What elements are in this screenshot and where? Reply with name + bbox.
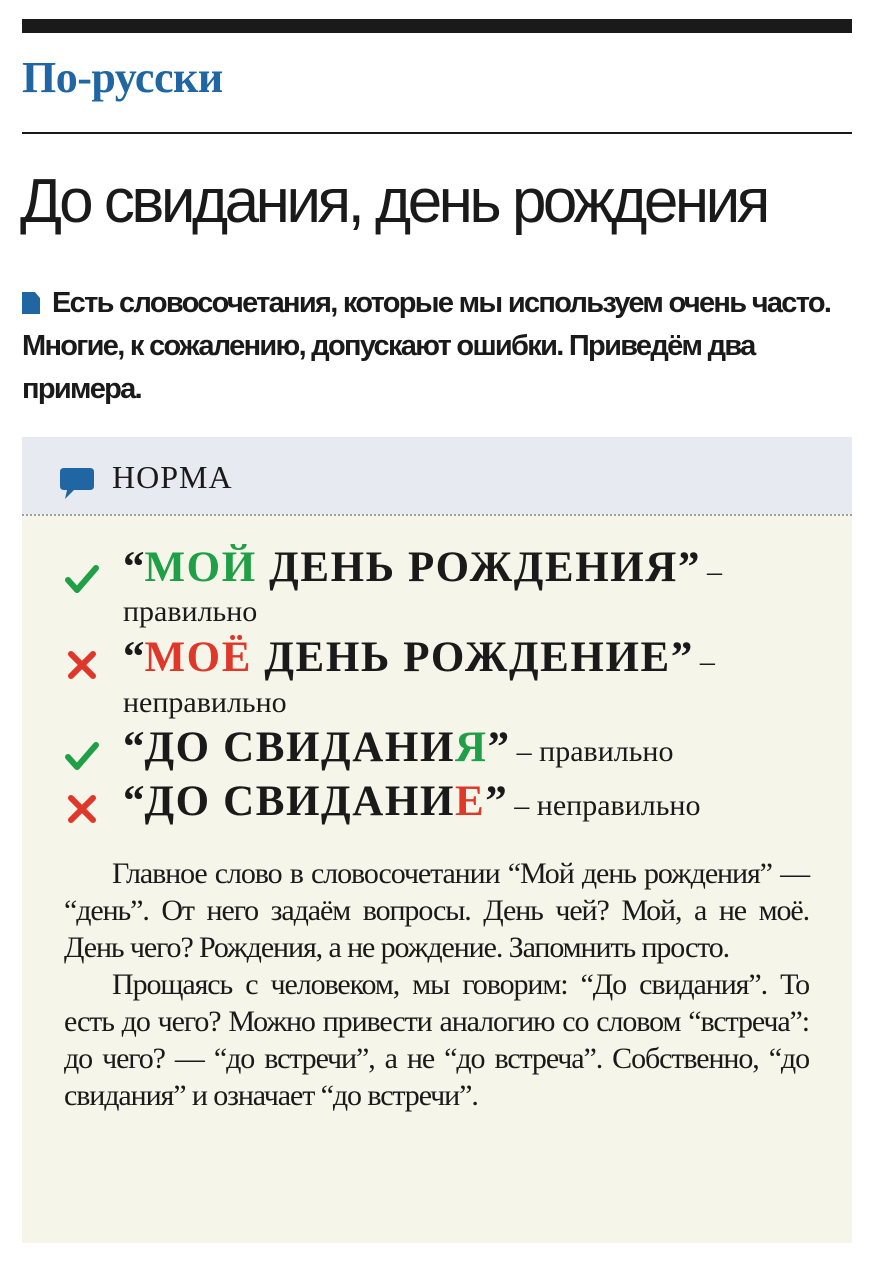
top-rule [22, 19, 852, 33]
cross-icon [64, 647, 100, 683]
check-icon [64, 738, 100, 774]
verdict-wrong: – неправильно [506, 789, 701, 822]
verdict-wrong: неправильно [123, 686, 287, 719]
lead-paragraph [22, 282, 854, 411]
cross-icon [64, 791, 100, 827]
check-icon [64, 561, 100, 597]
article-headline: До свидания, день рождения [20, 167, 767, 236]
norm-item-4: “ДО СВИДАНИЕ” – неправильно [123, 778, 701, 825]
explanation-paragraph-1: Главное слово в словосочетании “Мой день рождения” — “день”. От него задаём вопросы. День чей? Мой, а не моё. День чего? Рождения, а не рождение. Запомнить просто. [64, 857, 809, 964]
header-divider [22, 132, 852, 134]
speech-bubble-icon [58, 466, 96, 502]
norm-item-2: “МОЁ ДЕНЬ РОЖДЕНИЕ” – [123, 634, 715, 681]
norm-label: НОРМА [112, 459, 233, 495]
norm-box-header [22, 437, 852, 514]
explanation-paragraph-2: Прощаясь с человеком, мы говорим: “До свидания”. То есть до чего? Можно привести аналогию со словом “встреча”: до чего? — “до встречи”, а не “до встреча”. Собственно, “до свидания” и означает “до встречи”. [64, 968, 809, 1112]
dotted-divider [22, 514, 852, 516]
verdict-correct: – правильно [509, 735, 674, 768]
lead-text: Есть словосочетания, которые мы используем очень часто. Многие, к сожалению, допускают ошибки. Приведём два примера. [22, 287, 831, 405]
highlight-correct: Я [455, 724, 488, 771]
explanation-text [64, 855, 809, 1114]
lead-marker-icon [22, 292, 40, 314]
highlight-correct: МОЙ [144, 544, 257, 591]
norm-item-1: “МОЙ ДЕНЬ РОЖДЕНИЯ” – [123, 544, 722, 591]
rubric-title: По-русски [22, 53, 223, 102]
norm-item-3: “ДО СВИДАНИЯ” – правильно [123, 724, 674, 771]
highlight-wrong: Е [455, 778, 486, 825]
highlight-wrong: МОЁ [144, 634, 253, 681]
norm-box [22, 437, 852, 1243]
verdict-correct: правильно [123, 595, 258, 628]
